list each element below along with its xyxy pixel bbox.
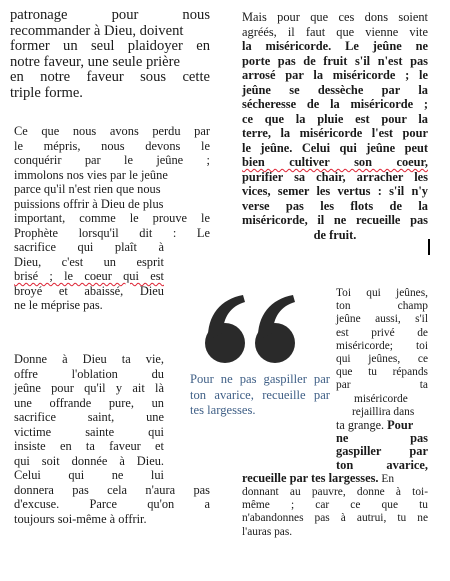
text-line: former un seul plaidoyer en [10, 38, 210, 55]
text-line: en notre faveur sous cette [10, 69, 210, 86]
column2-paragraph1 [242, 10, 428, 242]
text-line: d'excuse. Parce qu'on a [14, 497, 210, 511]
text-line: le mépris, nous devons le [14, 138, 210, 153]
text-cursor [428, 239, 430, 255]
text-line: conquérir par le jeûne ; [14, 153, 210, 167]
text-line: même ; car ce que tu [242, 499, 428, 512]
text-line: sacrifice saint, une [14, 410, 164, 424]
text-line: jeûne pour qu'il y ait là [14, 381, 164, 395]
text-line: important, comme le prouve le [14, 211, 210, 225]
text-line: par ta [336, 379, 428, 392]
text-line: brisé ; le coeur qui est [14, 269, 164, 283]
text-run: ta grange. [336, 418, 385, 433]
column1-paragraph1 [10, 8, 210, 102]
text-line: sacrifice qui plaît à [14, 240, 164, 254]
text-line: gaspiller par [336, 444, 428, 459]
text-line: donnera pas cela n'aura pas [14, 482, 210, 497]
text-line: de fruit. [313, 227, 357, 242]
text-line: ne pas [336, 431, 428, 446]
text-line: ne le méprise pas. [14, 298, 103, 312]
text-line: miséricorde [354, 392, 408, 405]
text-line: parce qu'il n'est rien que nous [14, 182, 161, 196]
text-line: ton champ [336, 300, 428, 313]
text-line: purifier sa chair, arracher les [242, 169, 428, 184]
text-line: bien cultiver son coeur, [242, 155, 428, 169]
text-line: une offrande pure, un [14, 395, 164, 410]
text-line [242, 472, 428, 486]
text-line: agréés, il faut que vienne vite [242, 24, 428, 39]
text-line: Celui qui ne lui [14, 468, 164, 482]
text-line: broyé et abaissé, Dieu [14, 283, 164, 298]
text-line: miséricorde, il ne recueille pas [242, 213, 428, 227]
text-run: Pour [387, 418, 414, 433]
pull-quote: Pour ne pas gaspiller par ton avarice, recueille par tes largesses. [190, 372, 330, 418]
text-line: toujours soi-même à offrir. [14, 511, 147, 526]
text-line: victime sainte qui [14, 424, 164, 439]
text-line: qui jeûnes, ce [336, 353, 428, 366]
text-run: En [381, 472, 395, 485]
text-line: jeûne aussi, s'il [336, 313, 428, 326]
text-line: Donne à Dieu ta vie, [14, 352, 164, 366]
column1-paragraph2 [14, 124, 210, 313]
text-line: Ce que nous avons perdu par [14, 124, 210, 138]
text-line: Dieu, c'est un esprit [14, 254, 164, 269]
text-line: porte pas de fruit s'il n'est pas [242, 53, 428, 68]
text-line: immolons nos vies par le jeûne [14, 167, 168, 182]
text-line: sécheresse de la miséricorde ; [242, 97, 428, 111]
text-line: donnant au pauvre, donne à toi- [242, 486, 428, 499]
text-line: miséricorde; toi [336, 339, 428, 352]
text-line: n'abandonnes pas à autrui, tu ne [242, 512, 428, 525]
text-line: arrosé par la miséricorde ; le [242, 68, 428, 82]
text-line: patronage pour nous [10, 7, 210, 23]
text-line: l'auras pas. [242, 525, 293, 538]
text-line: puissions offrir à Dieu de plus [14, 196, 164, 211]
text-line: que tu répands [336, 366, 428, 379]
text-line: ce que la pluie est pour la [242, 111, 428, 126]
column1-paragraph3 [14, 352, 210, 526]
text-line: ton avarice, [336, 457, 428, 472]
text-line: rejaillira dans [352, 405, 415, 418]
text-line: offre l'oblation du [14, 366, 164, 381]
text-line: terre, la miséricorde l'est pour [242, 126, 428, 140]
text-line: la miséricorde. Le jeûne ne [242, 39, 428, 53]
text-line: Toi qui jeûnes, [336, 287, 428, 299]
text-line: le jeûne. Celui qui jeûne peut [242, 140, 428, 155]
text-line: insiste en ta faveur et [14, 439, 164, 453]
text-line: jeûne se dessèche par la [242, 82, 428, 97]
text-line: est privé de [336, 326, 428, 339]
text-line: recommander à Dieu, doivent [10, 22, 184, 39]
text-line: Mais pour que ces dons soient [242, 10, 428, 24]
text-line: qui soit donnée à Dieu. [14, 453, 164, 468]
text-line: Prophète lorsqu'il dit : Le [14, 225, 210, 240]
text-run: recueille par tes largesses. [242, 470, 379, 485]
quotation-mark-icon [203, 295, 303, 365]
text-line: triple forme. [10, 84, 83, 101]
text-line: vices, semer les vertus : s'il n'y [242, 184, 428, 198]
text-line: notre faveur, une seule prière [10, 53, 180, 70]
text-line: verse pas les flots de la [242, 198, 428, 213]
